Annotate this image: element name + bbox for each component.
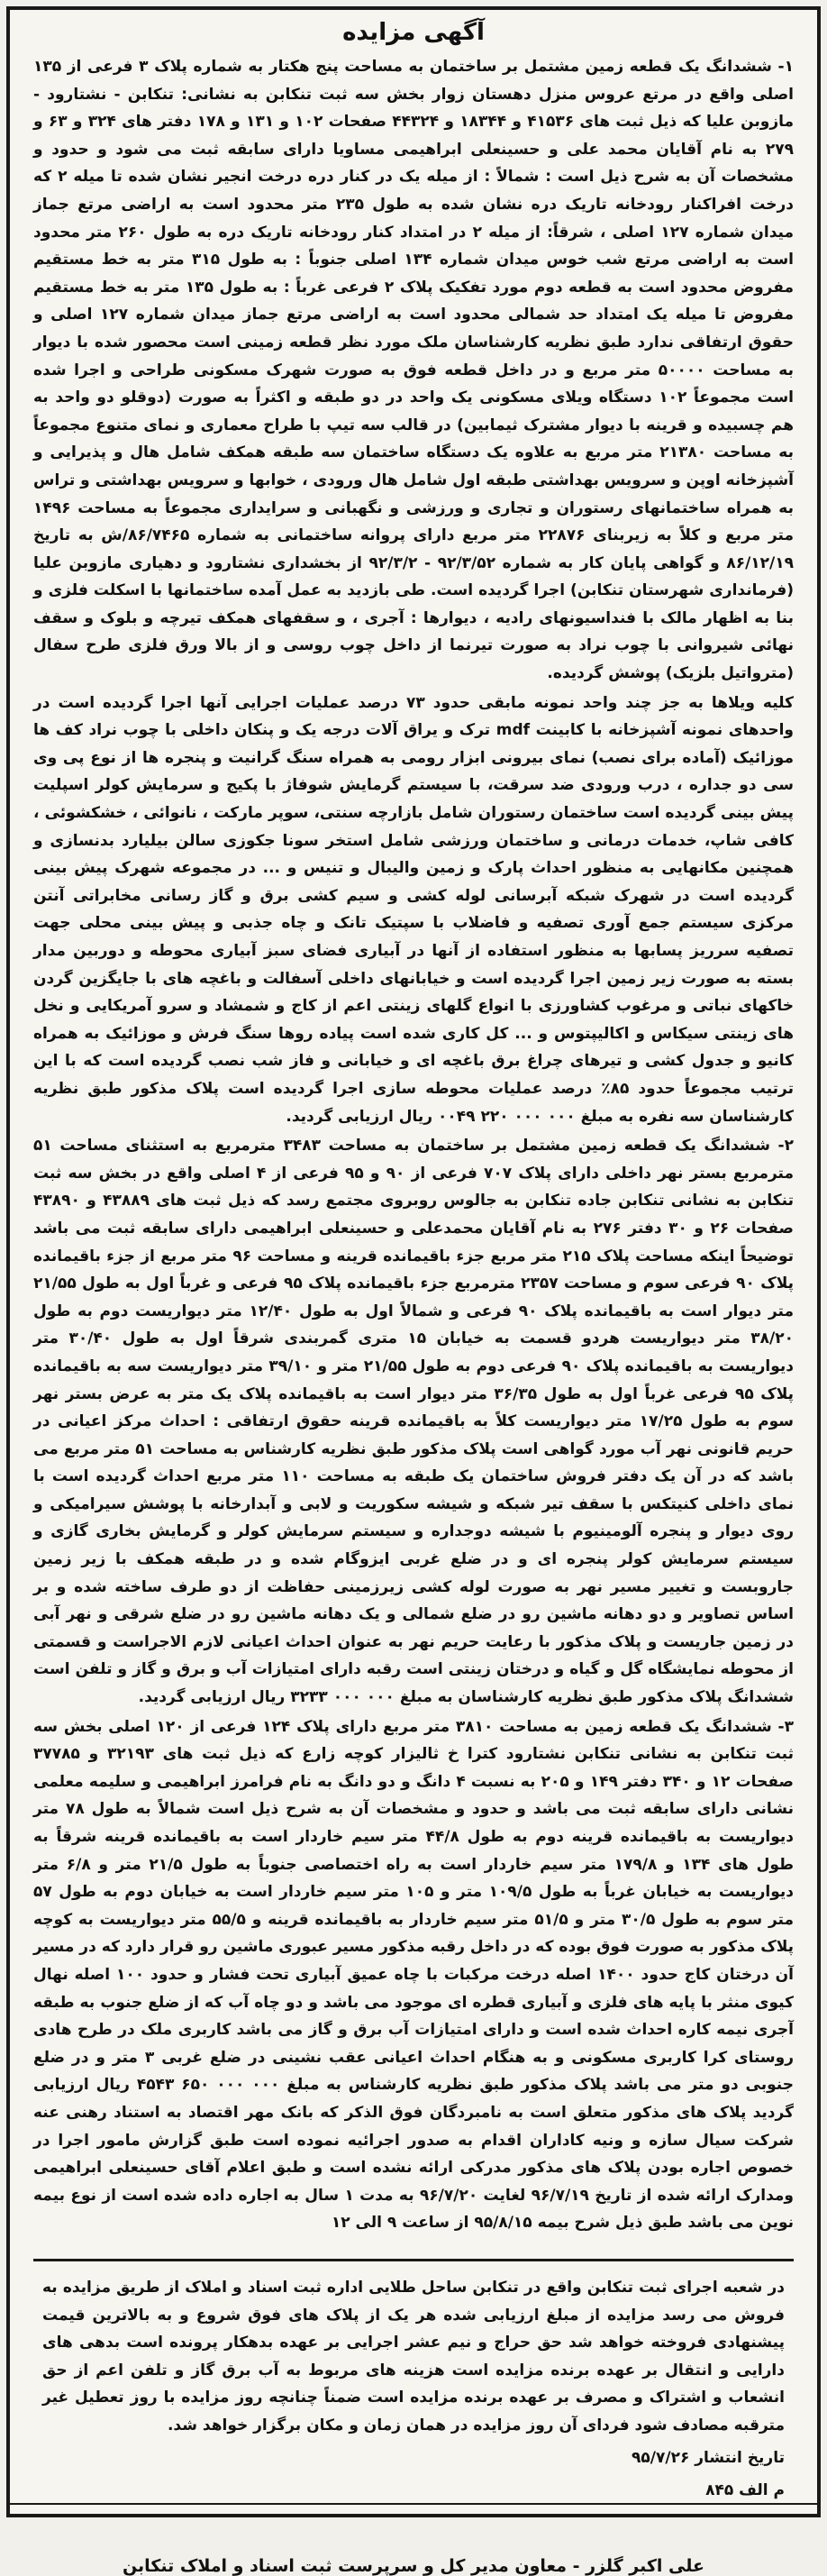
bottom-divider bbox=[10, 2503, 817, 2514]
notice-body bbox=[33, 53, 794, 2239]
item-1-paragraph: ۱- ششدانگ یک قطعه زمین مشتمل بر ساختمان به مساحت پنج هکتار به شماره پلاک ۳ فرعی از ۱۳۵ اصلی واقع در مرتع عروس منزل دهستان زوار بخش سه ثبت تنکابن به نشانی: تنکابن - نشتارود - مازوبن علیا که ذیل ثبت های ۴۱۵۳۶ و ۱۸۳۴۴ و ۴۴۳۲۴ صفحات ۱۰۲ و ۱۳۱ و ۱۷۸ دفتر های ۳۲۴ و ۶۳ و ۲۷۹ به نام آقایان محمد علی و حسینعلی ابراهیمی مساویا دارای سابقه ثبت می شود و حدود و مشخصات آن به شرح ذیل است : شمالاً : از میله یک در کنار دره درخت انجیر نشان شده تا میله ۲ که درخت افراکنار رودخانه تاریک دره نشان شده به طول ۲۳۵ متر محدود است به اراضی مرتع جماز میدان شماره ۱۲۷ اصلی ، شرقاً: از میله ۲ در امتداد کنار رودخانه تاریک دره به طول ۲۶۰ متر محدود است به اراضی مرتع شب خوس میدان شماره ۱۳۴ اصلی جنوباً : به طول ۳۱۵ متر به خط مستقیم مفروض محدود است به قطعه دوم مورد تفکیک پلاک ۲ فرعی غرباً : به طول ۱۳۵ متر به خط مستقیم مفروض تا میله یک امتداد حد شمالی محدود است به اراضی مرتع جماز میدان شماره ۱۲۷ اصلی و حقوق ارتفاقی ندارد طبق نظریه کارشناسان ملک مورد نظر قطعه زمینی است محصور شده با دیوار به مساحت ۵۰۰۰۰ متر مربع و در داخل قطعه فوق به صورت شهرک مسکونی طراحی و اجرا شده است مجموعاً ۱۰۲ دستگاه ویلای مسکونی یک واحد در دو طبقه و اکثراً به صورت (دوقلو دو واحد به هم چسبیده و قرینه با دیوار مشترک ثیمابین) در قالب سه تیپ با طراح معماری و نمای متنوع مجموعاً به مساحت ۲۱۳۸۰ متر مربع به علاوه یک دستگاه ساختمان سه طبقه همکف شامل هال و پذیرایی و آشپزخانه اوپن و سرویس بهداشتی طبقه اول شامل هال ورودی ، خوابها و سرویس بهداشتی و تراس به همراه ساختمانهای رستوران و تجاری و ورزشی و نگهبانی و سرایداری مجموعاً به مساحت ۱۴۹۶ متر مربع و کلاً به زیربنای ۲۲۸۷۶ متر مربع دارای پروانه ساختمانی به شماره ۸۶/۷۴۶۵/ش به تاریخ ۸۶/۱۲/۱۹ و گواهی پایان کار به شماره ۹۲/۳/۵۲ - ۹۲/۳/۲ از بخشداری نشتارود و دهیاری مازوبن علیا (فرمانداری شهرستان تنکابن) اجرا گردیده است. طی بازدید به عمل آمده ساختمانها با اسکلت فلزی و بنا به اظهار مالک با فنداسیونهای رادیه ، دیوارها : آجری ، و سقفهای همکف تیرچه و بلوک و سقف نهائی شیروانی با چوب نراد به صورت تیرنما از داخل چوب روسی و از بالا ورق فلزی طرح سفال (مترواتیل بلزیک) پوشش گردیده. bbox=[33, 58, 795, 683]
notice-title: آگهی مزایده bbox=[342, 19, 485, 46]
item-2-paragraph: ۲- ششدانگ یک قطعه زمین مشتمل بر ساختمان به مساحت ۳۴۸۳ مترمربع به استثنای مساحت ۵۱ مترمربع بستر نهر داخلی دارای پلاک ۷۰۷ فرعی از ۹۰ و ۹۵ فرعی از ۴ اصلی واقع در بخش سه ثبت تنکابن به نشانی تنکابن جاده تنکابن به جالوس روبروی مجتمع رسد که ذیل ثبت های ۴۳۸۸۹ و ۴۳۸۹۰ صفحات ۲۶ و ۳۰ دفتر ۲۷۶ به نام آقایان محمدعلی و حسینعلی ابراهیمی دارای سابقه ثبت می باشد توضیحاً اینکه مساحت پلاک ۲۱۵ متر مربع جزء باقیمانده قرینه و مساحت ۹۶ متر مربع از جزء باقیمانده پلاک ۹۰ فرعی سوم و مساحت ۲۳۵۷ مترمربع جزء باقیمانده پلاک ۹۵ فرعی و غرباً اول به طول ۲۱/۵۵ متر دیوار است به باقیمانده پلاک ۹۰ فرعی و شمالاً اول به طول ۱۲/۴۰ متر دیواریست دوم به طول ۳۸/۲۰ متر دیواریست هردو قسمت به خیابان ۱۵ متری گمربندی شرقاً اول به طول ۳۰/۴۰ متر دیواریست به باقیمانده پلاک ۹۰ فرعی دوم به طول ۲۱/۵۵ متر و ۳۹/۱۰ متر دیواریست سه به باقیمانده پلاک ۹۵ فرعی غرباً اول به طول ۳۶/۳۵ متر دیوار است به باقیمانده پلاک یک متر به عرض بستر نهر سوم به طول ۱۷/۲۵ متر دیواریست کلاً به باقیمانده قرینه حقوق ارتفاقی : احداث مرکز اعیانی در حریم قانونی نهر آب مورد گواهی است پلاک مذکور طبق نظریه کارشناس به مساحت ۵۱ متر مربع می باشد که در آن یک دفتر فروش ساختمان یک طبقه به مساحت ۱۱۰ متر مربع احداث گردیده است با نمای داخلی کنیتکس با سقف تیر شبکه و شیشه سکوریت و لابی و آبدارخانه با پوشش سیرامیکی و روی دیوار و پنجره آلومینیوم با شیشه دوجداره و سیستم سرمایش کولر و گرمایش بخاری گازی و سیستم سرمایش کولر پنجره ای و در ضلع غربی ایزوگام شده و در طبقه همکف با زیر زمین جاروبست و تغییر مسیر نهر به صورت لوله کشی زیرزمینی حفاظت از دو طرف ساخته شده و بر اساس تصاویر و دو دهانه ماشین رو در ضلع شمالی و یک دهانه ماشین رو در ضلع شرقی و نهر آبی در زمین جاریست و پلاک مذکور با رعایت حریم نهر به عنوان احداث اعیانی لازم الاجراست و قسمتی از محوطه نمایشگاه گل و گیاه و درختان زینتی است رقبه دارای امتیازات آب و برق و گاز و تلفن است ششدانگ پلاک مذکور طبق نظریه کارشناسان به مبلغ ۰۰۰ ۰۰۰ ۳۲۳۳ ریال ارزیابی گردید. bbox=[33, 1137, 795, 1707]
publish-date: تاریخ انتشار ۹۵/۷/۲۶ bbox=[632, 2449, 785, 2468]
reference-number: م الف ۸۴۵ bbox=[705, 2481, 785, 2500]
notice-frame bbox=[6, 6, 821, 2576]
signature-line: علی اکبر گلزر - معاون مدیر کل و سرپرست ثبت اسناد و املاک تنکابن bbox=[122, 2556, 705, 2576]
item-1-details-paragraph: کلیه ویلاها به جز چند واحد نمونه مابقی حدود ۷۳ درصد عملیات اجرایی آنها اجرا گردیده است در واحدهای نمونه آشپزخانه با کابینت mdf ترک و یراق آلات درجه یک و پنکان داخلی با چوب نراد کف ها موزائیک (آماده برای نصب) نمای بیرونی ابزار رومی به همراه سنگ گرانیت و پنجره ها از نوع پی وی سی دو جداره ، درب ورودی ضد سرقت، با سیستم گرمایش شوفاژ با پکیج و سرمایش کولر اسپلیت پیش بینی گردیده است ساختمان رستوران شامل بازارچه سنتی، سوپر مارکت ، نانوائی ، خشکشوئی ، کافی شاپ، خدمات درمانی و ساختمان ورزشی شامل استخر سونا جکوزی سالن بیلیارد بدنسازی و همچنین مکانهایی به منظور احداث پارک و زمین والیبال و تنیس و ... در مجموعه شهرک پیش بینی گردیده است در شهرک شبکه آبرسانی لوله کشی و سیم کشی برق و گاز رسانی مخابراتی آنتن مرکزی سیستم جمع آوری تصفیه و فاضلاب با سپتیک تانک و چاه جذبی و پیش بینی محلی جهت تصفیه سرریز پسابها به منظور استفاده از آنها در آبیاری فضای سبز آبیاری محوطه و دوربین مدار بسته به صورت زیر زمین اجرا گردیده است و خیابانهای داخلی آسفالت و باغچه های با جایگزین گردن خاکهای نباتی و مرغوب کشاورزی با انواع گلهای زینتی اعم از کاج و شمشاد و سرو آمریکایی و نخل های زینتی سیکاس و اکالیپتوس و ... کل کاری شده است پیاده روها سنگ فرش و موزائیک به همراه کانیو و جدول کشی و تیرهای چراغ برق باغچه ای و خیابانی و فاز شب نصب گردیده است که با این ترتیب مجموعاً حدود ۸۵٪ درصد عملیات محوطه سازی اجرا گردیده است پلاک مذکور طبق نظریه کارشناسان سه نفره به مبلغ ۰۰۰ ۰۰۰ ۲۲۰ ۰۰۴۹ ریال ارزیابی گردید. bbox=[33, 693, 795, 1126]
auction-terms-box bbox=[33, 2259, 794, 2514]
auction-terms-text: در شعبه اجرای ثبت تنکابن واقع در تنکابن ساحل طلایی اداره ثبت اسناد و املاک از طریق مزایده به فروش می رسد مزایده از مبلغ ارزیابی شده هر یک از پلاک های فوق شروع و به بالاترین قیمت پیشنهادی فروخته خواهد شد حق حراج و نیم عشر اجرایی بر عهده بدهکار پرونده است بدهی های دارایی و انتقال بر عهده برنده مزایده است هزینه های مربوط به آب برق گاز و تلفن اعم از حق انشعاب و اشتراک و مصرف بر عهده برنده مزایده است ضمناً چنانچه روز مزایده با روز تعطیل غیر مترقبه مصادف شود فردای آن روز مزایده در همان زمان و مکان برگزار خواهد شد. bbox=[42, 2278, 785, 2434]
item-3-paragraph: ۳- ششدانگ یک قطعه زمین به مساحت ۳۸۱۰ متر مربع دارای پلاک ۱۲۴ فرعی از ۱۲۰ اصلی بخش سه ثبت تنکابن به نشانی تنکابن نشتارود کترا خ ثالیزار کوچه زارع که ذیل ثبت های ۳۲۱۹۳ و ۳۷۷۸۵ صفحات ۱۲ و ۳۴۰ دفتر ۱۴۹ و ۲۰۵ به نسبت ۴ دانگ و دو دانگ به نام فرامرز ابراهیمی و سلیمه معلمی نشانی دارای سابقه ثبت می باشد و حدود و مشخصات آن به شرح ذیل است شمالاً به طول ۷۸ متر دیواریست به باقیمانده قرینه دوم به طول ۴۴/۸ متر سیم خاردار است به باقیمانده قرینه شرقاً به طول های ۱۳۴ و ۱۷۹/۸ متر سیم خاردار است به راه اختصاصی جنوباً به طول ۲۱/۵ متر و ۶/۸ متر دیواریست به خیابان غرباً به طول ۱۰۹/۵ متر و ۱۰۵ متر سیم خاردار است به خیابان دوم به طول ۵۷ متر سوم به طول ۳۰/۵ متر و ۵۱/۵ متر سیم خاردار به باقیمانده قرینه و ۵۵/۵ متر دیواریست به کوچه پلاک مذکور به صورت فوق بوده که در داخل رقبه مذکور مسیر عبوری ماشین رو قرار دارد که در مسیر آن درختان کاج حدود ۱۴۰۰ اصله درخت مرکبات با چاه عمیق آبیاری تحت فشار و حدود ۱۰۰ اصله نهال کیوی منثر با پایه های فلزی و آبیاری قطره ای موجود می باشد و دو چاه آب که از ضلع جنوب به طبقه آجری نیمه کاره احداث شده است و دارای امتیازات آب برق و گاز می باشد کاربری ملک در طرح هادی روستای کرا کاربری مسکونی و به هنگام احداث اعیانی عقب نشینی در ضلع غربی ۳ متر و در ضلع جنوبی دو متر می باشد پلاک مذکور طبق نظریه کارشناس به مبلغ ۰۰۰ ۰۰۰ ۶۵۰ ۴۵۴۳ ریال ارزیابی گردید پلاک های مذکور متعلق است به نامبردگان فوق الذکر که بانک مهر اقتصاد به استناد رهنی عنه شرکت سیال سازه و ونیه کاداران اقدام به صدور اجرائیه نموده است طبق گزارش مامور اجرا در خصوص اجاره بودن پلاک های مذکور مدرکی ارائه نشده است و طبق اعلام آقای حسینعلی ابراهیمی ومدارک ارائه شده از تاریخ ۹۶/۷/۱۹ لغایت ۹۶/۷/۲۰ به مدت ۱ سال به اجاره داده شده است از نوع بیمه نوین می باشد طبق ذیل شرح بیمه ۹۵/۸/۱۵ از ساعت ۹ الی ۱۲ bbox=[33, 1717, 795, 2233]
